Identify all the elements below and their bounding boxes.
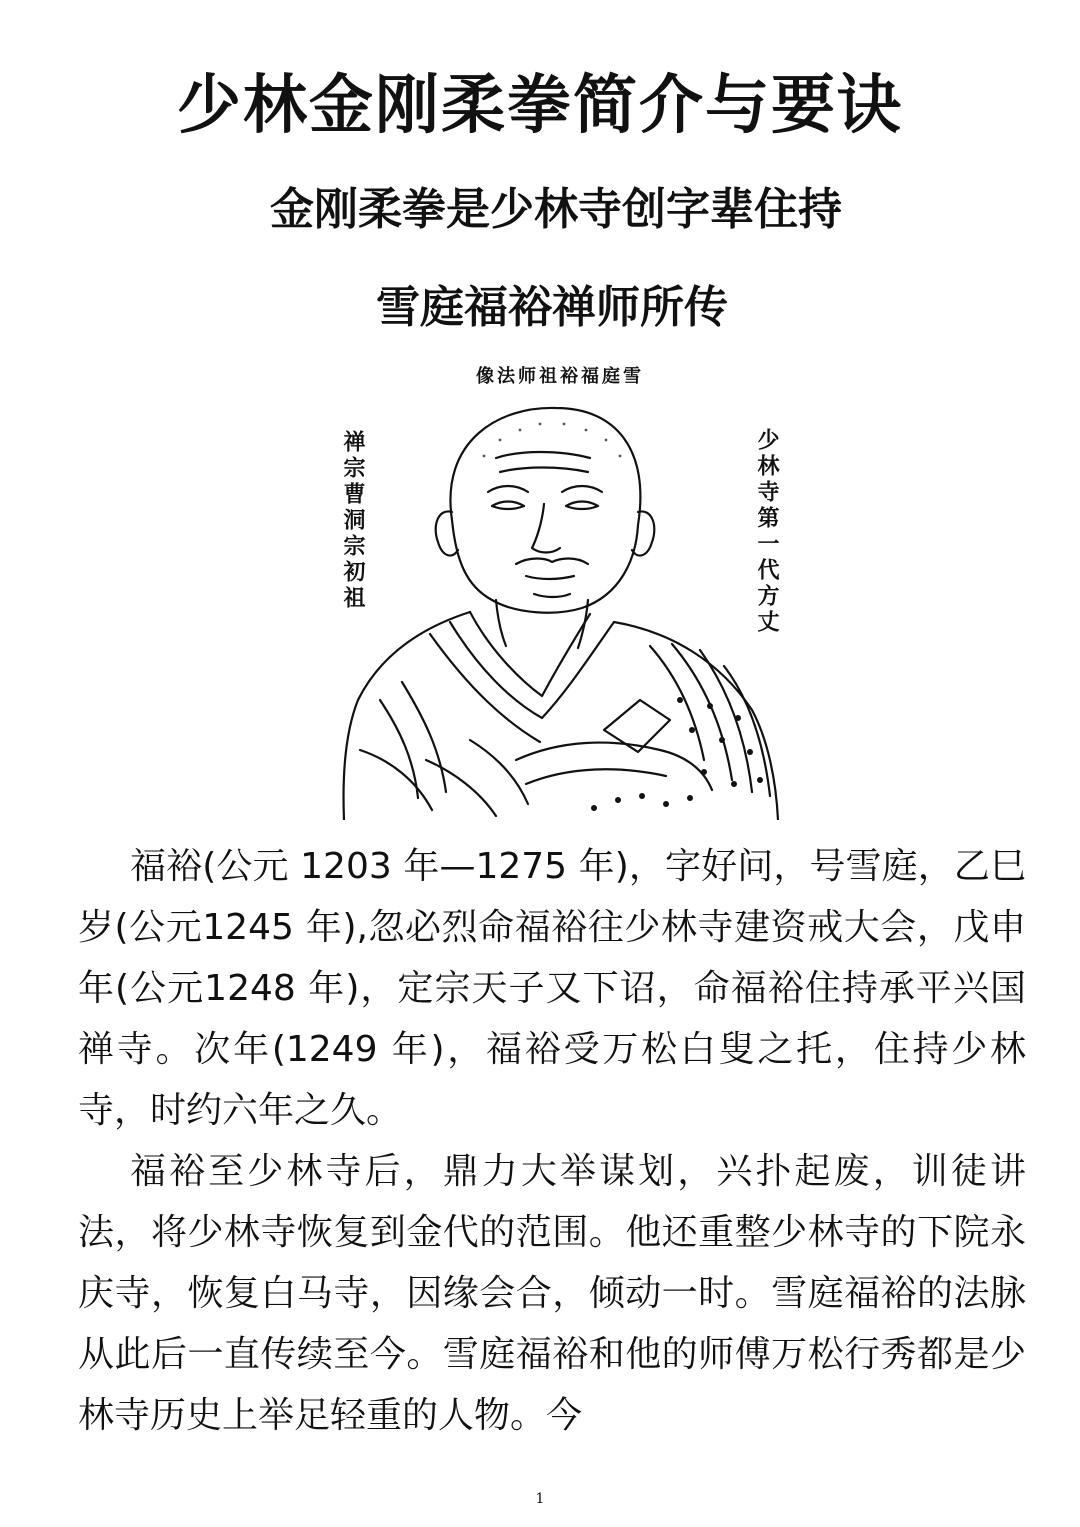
portrait-figure <box>320 360 800 820</box>
document-title: 少林金刚柔拳简介与要诀 <box>177 69 903 143</box>
portrait-right-inscription: 少林寺第一代方丈 <box>754 428 780 636</box>
portrait-caption: 像法师祖裕福庭雪 <box>476 366 644 387</box>
monk-portrait-drawing <box>320 400 800 820</box>
paragraph: 福裕至少林寺后，鼎力大举谋划，兴扑起废，训徒讲法，将少林寺恢复到金代的范围。他还重整少林寺的下院永庆寺，恢复白马寺，因缘会合，倾动一时。雪庭福裕的法脉从此后一直传续至今。雪庭福裕和他的师傅万松行秀都是少林寺历史上举足轻重的人物。今 <box>78 1151 1026 1436</box>
subtitle-line-1: 金刚柔拳是少林寺创字辈住持 <box>270 184 842 235</box>
paragraph: 福裕(公元 1203 年—1275 年)，字好问，号雪庭，乙巳岁(公元1245 年),忽必烈命福裕往少林寺建资戒大会，戊申年(公元1248 年)，定宗天子又下诏，命福裕住持承平兴国禅寺。次年(1249 年)，福裕受万松白叟之托，住持少林寺，时约六年之久。 <box>78 846 1026 1131</box>
body-text <box>78 836 1026 1446</box>
page-number: 1 <box>535 1491 545 1507</box>
subtitle-line-2: 雪庭福裕禅师所传 <box>376 282 728 333</box>
portrait-left-inscription: 禅宗曹洞宗初祖 <box>340 430 366 612</box>
